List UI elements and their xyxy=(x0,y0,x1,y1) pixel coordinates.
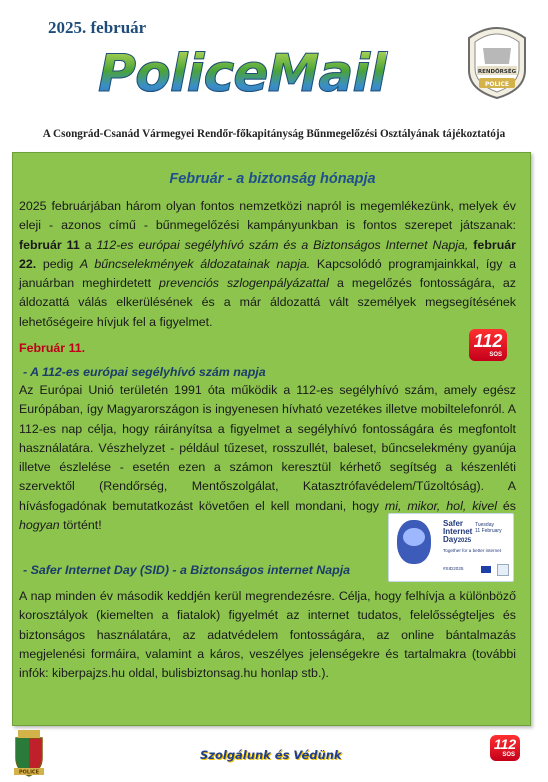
police-crest-icon xyxy=(12,728,46,778)
crest-text: POLICE xyxy=(18,769,40,776)
sid-line1: Safer xyxy=(443,519,464,528)
article-title: Február - a biztonság hónapja xyxy=(169,171,376,187)
sid-line2: Internet xyxy=(443,527,473,536)
section-sid-heading: - Safer Internet Day (SID) - a Biztonságos internet Napja xyxy=(23,563,351,577)
sid-day: Tuesday xyxy=(475,522,494,528)
text-run: 112-es európai segélyhívó szám és a Biztonságos Internet Napja, xyxy=(96,237,469,252)
text-run: és xyxy=(496,498,516,513)
section-112-heading: - A 112-es európai segélyhívó szám napja xyxy=(23,365,266,379)
text-run: február 22. xyxy=(19,237,516,271)
text-run: február 11 xyxy=(19,237,80,252)
sid-line3: Day2025 xyxy=(443,535,472,544)
text-run: hogyan xyxy=(19,518,60,533)
icon-112-sub: SOS xyxy=(489,352,502,358)
text-run: A bűncselekmények áldozatainak napja. xyxy=(79,256,311,271)
police-badge-icon xyxy=(463,20,531,100)
text-run: a megelőzés fontosságára, az áldozattá válás elkerülésének és a már áldozattá vált személyek megsegítésének lehetőségeire hívjuk fel a figyelmet. xyxy=(19,276,516,329)
badge-bottom-text: POLICE xyxy=(484,81,510,88)
icon-112-number: 112 xyxy=(473,331,503,351)
text-run: Az Európai Unió területén 1991 óta működik a 112-es segélyhívó szám, amely egész Európában, így Magyarországon is ingyenesen hívható vezetékes illetve mobiltelefonról. A 112-es nap célja, hogy ráirányítsa a figyelmet a segélyhívó fontosságára és megfontolt használatára. Vészhelyzet - például tűzeset, rosszullét, baleset, bűncselekmény gyanúja illetve észlelése - esetén ezen a számon keresztül kérhető segítség a készenléti szervektől (Rendőrség, Mentőszolgálat, Katasztrófavédelem/Tűzoltóság). A hívásfogadónak bemutatkozást követően el kell mondani, hogy xyxy=(19,383,516,513)
badge-mid-text: RENDŐRSÉG xyxy=(477,69,517,75)
footer-slogan: Szolgálunk és Védünk xyxy=(200,748,342,762)
footer-112-sub: SOS xyxy=(502,752,515,758)
date-heading: Február 11. xyxy=(19,341,86,355)
policemail-logo: PoliceMail xyxy=(98,44,387,104)
section-sid-text: A nap minden év második keddjén kerül megrendezésre. Célja, hogy felhívja a különböző korosztályok (kiemelten a fiatalok) figyelmét az internet tudatos, felelősségteljes és biztonságos használatára, az adatvédelem fontosságára, az online bántalmazás megjelenési formáira, valamint a káros, veszélyes jelenségekre és tartalmakra (további infók: kiberpajzs.hu oldal, bulisbiztonsag.hu honlap stb.). xyxy=(19,589,516,681)
eu-flag-icon xyxy=(481,566,491,573)
text-run: 2025 februárjában három olyan fontos nemzetközi napról is megemlékezünk, melyek év eleji - azonos című - bűnmegelőzési kampányunkban is fontos szerepet játszanak: xyxy=(19,199,516,233)
text-run: Kapcsolódó programjainkkal, így a januárban meghirdetett xyxy=(19,256,517,291)
text-run: történt! xyxy=(59,518,102,533)
emergency-112-icon xyxy=(469,329,507,361)
issue-date: 2025. február xyxy=(48,18,147,37)
article-panel xyxy=(12,152,531,726)
sid-date: 11 February xyxy=(475,528,502,534)
footer-112-number: 112 xyxy=(493,736,517,752)
intro-paragraph xyxy=(19,197,516,332)
sid-tagline: Together for a better internet xyxy=(443,548,501,553)
sid-hashtag: #SID2025 xyxy=(443,566,464,571)
text-run: prevenciós szlogenpályázattal xyxy=(159,276,329,291)
footer-112-icon xyxy=(490,735,520,761)
text-run: a xyxy=(79,237,97,252)
text-run: mi, mikor, hol, kivel xyxy=(384,498,497,513)
text-run: pedig xyxy=(36,256,80,271)
newsletter-subtitle: A Csongrád-Csanád Vármegyei Rendőr-főkapitányság Bűnmegelőzési Osztályának tájékoztatója xyxy=(42,128,506,140)
qr-code-icon xyxy=(497,564,509,576)
safer-internet-day-image xyxy=(388,513,514,582)
